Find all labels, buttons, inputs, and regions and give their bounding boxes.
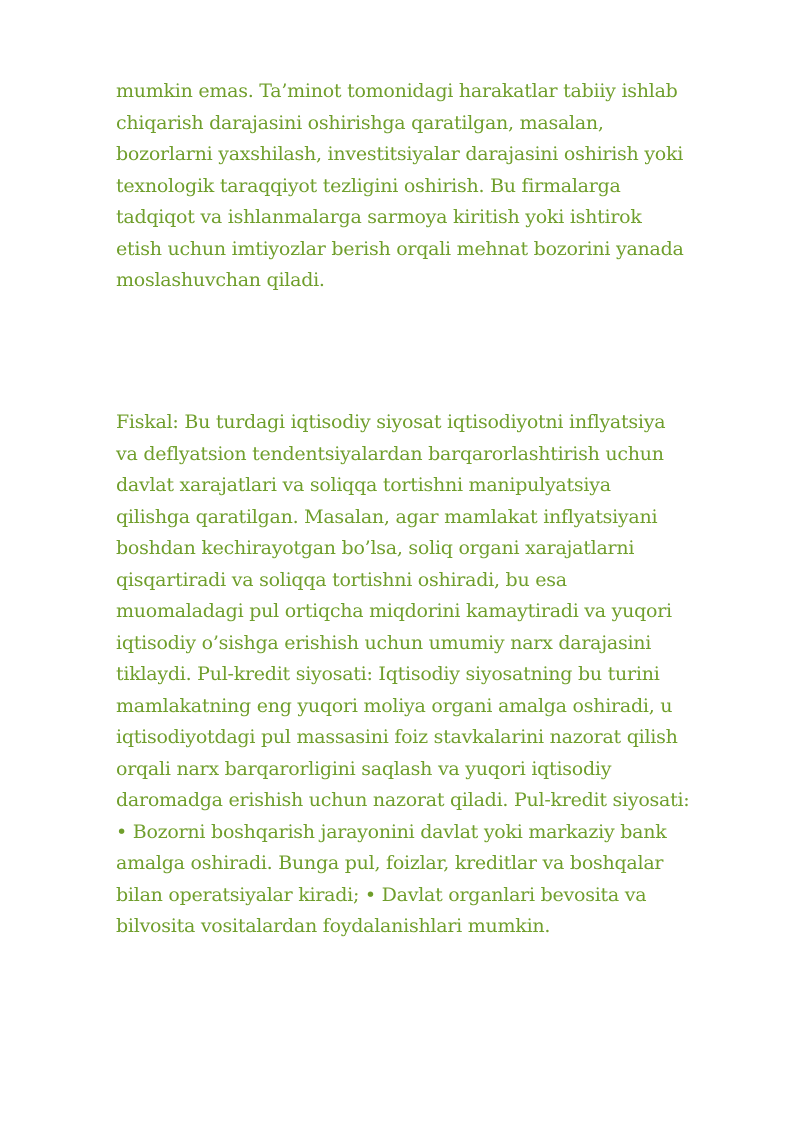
text-line: • Bozorni boshqarish jarayonini davlat yoki markaziy bank	[116, 820, 667, 843]
text-line: chiqarish darajasini oshirishga qaratilgan, masalan,	[116, 111, 604, 134]
text-line: qilishga qaratilgan. Masalan, agar mamlakat inflyatsiyani	[116, 505, 658, 528]
text-line: bilan operatsiyalar kiradi; • Davlat organlari bevosita va	[116, 883, 647, 906]
text-line: iqtisodiyotdagi pul massasini foiz stavkalarini nazorat qilish	[116, 726, 678, 748]
text-line: tiklaydi. Pul-kredit siyosati: Iqtisodiy siyosatning bu turini	[116, 663, 660, 685]
text-line: amalga oshiradi. Bunga pul, foizlar, kreditlar va boshqalar	[116, 852, 664, 874]
text-line: etish uchun imtiyozlar berish orqali mehnat bozorini yanada	[116, 237, 684, 260]
text-line: mumkin emas. Ta’minot tomonidagi harakatlar tabiiy ishlab	[116, 80, 678, 102]
text-line: va deflyatsion tendentsiyalardan barqarorlashtirish uchun	[116, 442, 664, 465]
text-line: boshdan kechirayotgan bo’lsa, soliq organi xarajatlarni	[116, 537, 635, 559]
text-line: orqali narx barqarorligini saqlash va yuqori iqtisodiy	[116, 757, 612, 780]
text-line: bilvosita vositalardan foydalanishlari mumkin.	[116, 915, 551, 937]
text-line: texnologik taraqqiyot tezligini oshirish. Bu firmalarga	[116, 174, 621, 197]
text-line: moslashuvchan qiladi.	[116, 269, 325, 291]
text-line: iqtisodiy o’sishga erishish uchun umumiy narx darajasini	[116, 631, 652, 654]
text-line: mamlakatning eng yuqori moliya organi amalga oshiradi, u	[116, 694, 673, 717]
text-line: muomaladagi pul ortiqcha miqdorini kamaytiradi va yuqori	[116, 600, 672, 622]
text-line: davlat xarajatlari va soliqqa tortishni manipulyatsiya	[116, 474, 611, 496]
text-line: qisqartiradi va soliqqa tortishni oshiradi, bu esa	[116, 568, 567, 591]
text-line: tadqiqot va ishlanmalarga sarmoya kiritish yoki ishtirok	[116, 206, 642, 228]
paragraph-fiscal-monetary	[116, 407, 756, 943]
text-line: daromadga erishish uchun nazorat qiladi. Pul-kredit siyosati:	[116, 789, 690, 811]
text-line: bozorlarni yaxshilash, investitsiyalar darajasini oshirish yoki	[116, 143, 684, 165]
text-line: Fiskal: Bu turdagi iqtisodiy siyosat iqtisodiyotni inflyatsiya	[116, 411, 666, 433]
paragraph-supply-side	[116, 76, 756, 297]
